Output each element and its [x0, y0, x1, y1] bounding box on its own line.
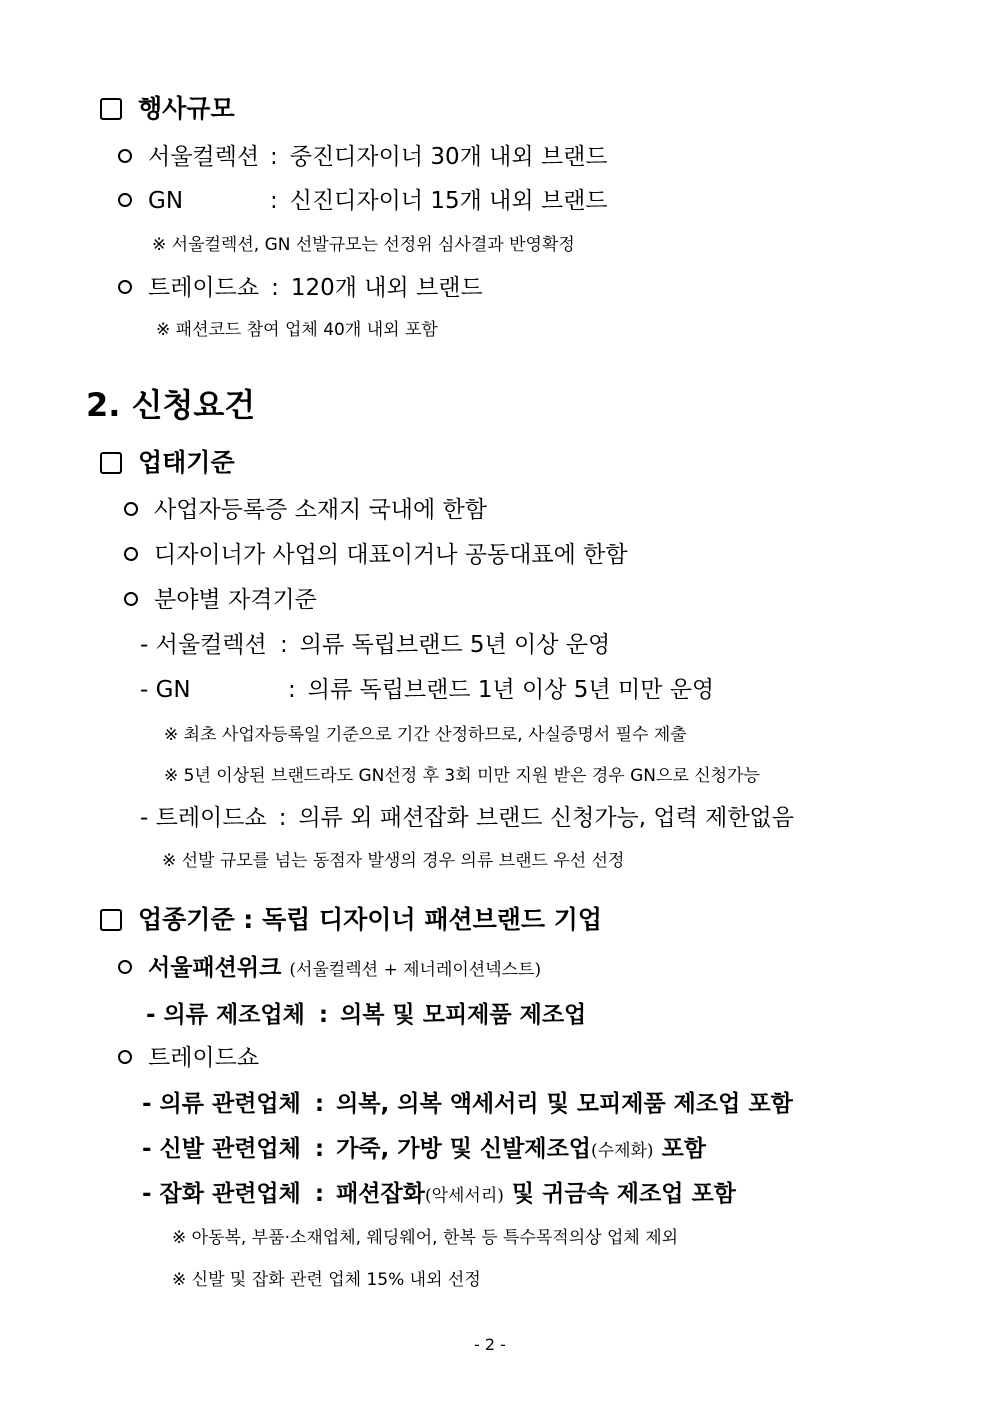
criteria-item-qualification: 분야별 자격기준: [124, 589, 317, 612]
circle-bullet-icon: [124, 502, 138, 516]
circle-bullet-icon: [118, 280, 132, 294]
seoul-collection-scale: 서울컬렉션 : 중진디자이너 30개 내외 브랜드: [118, 146, 608, 169]
business-criteria-heading: 업태기준: [100, 450, 235, 475]
square-bullet-icon: [100, 452, 122, 474]
circle-bullet-icon: [124, 592, 138, 606]
fashion-code-note: ※ 패션코드 참여 업체 40개 내외 포함: [156, 320, 438, 340]
industry-criteria-heading: 업종기준 : 독립 디자이너 패션브랜드 기업: [100, 907, 602, 932]
scale-note: ※ 서울컬렉션, GN 선발규모는 선정위 심사결과 반영확정: [152, 235, 575, 255]
circle-bullet-icon: [118, 149, 132, 163]
page-number: - 2 -: [474, 1335, 506, 1354]
tradeshow-item: 트레이드쇼: [118, 1047, 259, 1070]
sfw-apparel-manufacturer: - 의류 제조업체 : 의복 및 모피제품 제조업: [146, 1002, 587, 1028]
tradeshow-apparel: - 의류 관련업체 : 의복, 의복 액세서리 및 모피제품 제조업 포함: [142, 1091, 793, 1117]
industry-note-quota: ※ 신발 및 잡화 관련 업체 15% 내외 선정: [172, 1270, 481, 1290]
tradeshow-scale: 트레이드쇼 : 120개 내외 브랜드: [118, 277, 483, 300]
seoul-fashion-week-item: 서울패션위크 (서울컬렉션 + 제너레이션넥스트): [118, 957, 541, 980]
square-bullet-icon: [100, 98, 122, 120]
circle-bullet-icon: [118, 193, 132, 207]
industry-note-exclusions: ※ 아동복, 부품·소재업체, 웨딩웨어, 한복 등 특수목적의상 업체 제외: [172, 1228, 679, 1248]
event-scale-heading: 행사규모: [100, 96, 235, 121]
qualification-note-registration: ※ 최초 사업자등록일 기준으로 기간 산정하므로, 사실증명서 필수 제출: [164, 725, 687, 745]
circle-bullet-icon: [124, 547, 138, 561]
qualification-note-tie: ※ 선발 규모를 넘는 동점자 발생의 경우 의류 브랜드 우선 선정: [162, 851, 625, 871]
tradeshow-accessories: - 잡화 관련업체 : 패션잡화(악세서리) 및 귀금속 제조업 포함: [142, 1181, 736, 1207]
qualification-tradeshow: - 트레이드쇼 : 의류 외 패션잡화 브랜드 신청가능, 업력 제한없음: [140, 805, 794, 831]
criteria-item-representative: 디자이너가 사업의 대표이거나 공동대표에 한함: [124, 544, 628, 567]
requirements-title: 2. 신청요건: [86, 386, 256, 424]
gn-scale: GN : 신진디자이너 15개 내외 브랜드: [118, 190, 608, 213]
criteria-item-location: 사업자등록증 소재지 국내에 한함: [124, 499, 487, 522]
qualification-seoul-collection: - 서울컬렉션 : 의류 독립브랜드 5년 이상 운영: [140, 632, 611, 658]
tradeshow-shoes: - 신발 관련업체 : 가죽, 가방 및 신발제조업(수제화) 포함: [142, 1136, 706, 1162]
qualification-note-gn: ※ 5년 이상된 브랜드라도 GN선정 후 3회 미만 지원 받은 경우 GN으로 신청가능: [164, 766, 760, 786]
circle-bullet-icon: [118, 1050, 132, 1064]
circle-bullet-icon: [118, 960, 132, 974]
qualification-gn: - GN : 의류 독립브랜드 1년 이상 5년 미만 운영: [140, 677, 715, 703]
square-bullet-icon: [100, 909, 122, 931]
